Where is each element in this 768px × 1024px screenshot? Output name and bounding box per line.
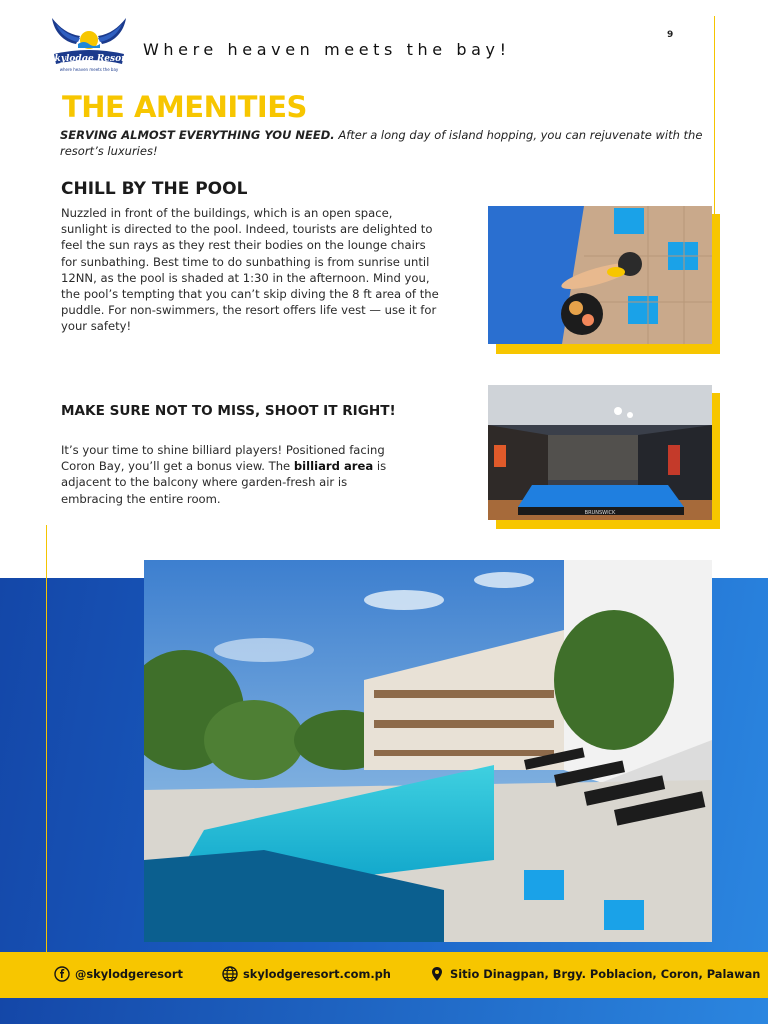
facebook-contact[interactable]: [54, 966, 183, 982]
billiard-text-before: It’s your time to shine billiard players! Positioned facing Coron Bay, you’ll get a bonus view. The: [61, 443, 385, 474]
address-contact: [429, 966, 760, 982]
billiard-text-bold: billiard area: [293, 459, 374, 474]
gold-divider-left: [46, 525, 47, 955]
address-text: Sitio Dinagpan, Brgy. Poblacion, Coron, Palawan: [450, 967, 761, 981]
pool-heading: CHILL BY THE POOL: [61, 179, 248, 199]
skylodge-logo: [46, 14, 132, 76]
pool-sunbathing-photo: [488, 206, 720, 354]
table-brand: BRUNSWICK: [584, 510, 616, 516]
logo-subtext: where heaven meets the bay: [59, 67, 119, 72]
page-number: 9: [667, 30, 674, 40]
billiard-room-photo: [488, 385, 720, 529]
logo-wordmark: Skylodge Resort: [47, 54, 131, 64]
website-url[interactable]: skylodgeresort.com.ph: [243, 967, 391, 981]
billiard-heading: MAKE SURE NOT TO MISS, SHOOT IT RIGHT!: [61, 403, 396, 419]
resort-pool-photo: [144, 560, 712, 942]
intro-paragraph: [60, 127, 710, 159]
photo-image: [488, 385, 712, 520]
page-title: THE AMENITIES: [62, 90, 307, 124]
website-contact[interactable]: [222, 966, 391, 982]
intro-bold: SERVING ALMOST EVERYTHING YOU NEED.: [60, 128, 335, 142]
intro-text: After a long day of island hopping, you can rejuvenate with the resort’s luxuries!: [60, 128, 703, 158]
gold-divider-top: [714, 16, 715, 216]
facebook-handle[interactable]: @skylodgeresort: [75, 967, 183, 981]
billiard-text-after: is adjacent to the balcony where garden-fresh air is embracing the entire room.: [61, 459, 387, 506]
globe-icon: [222, 966, 238, 982]
photo-image: [488, 206, 712, 344]
pool-paragraph: Nuzzled in front of the buildings, which is an open space, sunlight is directed to the pool. Indeed, tourists are delighted to feel the sun rays as they rest their bodies on the lounge chairs for sunbathing. Best time to do sunbathing is from sunrise until 12NN, as the pool is shaded at 1:30 in the afternoon. Mind you, the pool’s tempting that you can’t skip diving the 8 ft area of the puddle. For non-swimmers, the resort offers life vest — use it for your safety!: [61, 206, 439, 334]
facebook-icon: [54, 966, 70, 982]
tagline: Where heaven meets the bay!: [143, 40, 511, 59]
footer-blue-strip: [0, 998, 768, 1024]
location-pin-icon: [429, 966, 445, 982]
billiard-paragraph: [61, 442, 411, 507]
